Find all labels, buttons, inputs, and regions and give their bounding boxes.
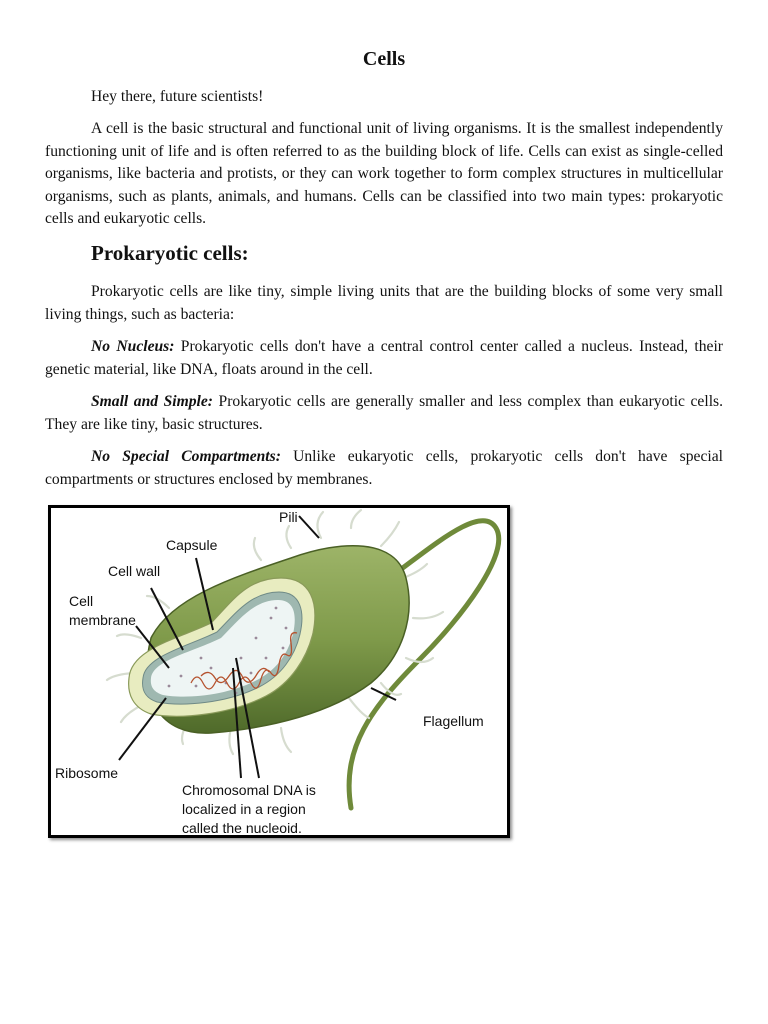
cell-illustration — [51, 508, 507, 835]
intro-paragraph: A cell is the basic structural and functional unit of living organisms. It is the smallest independently functioning unit of life and is often referred to as the building block of life. Cells can exist as single-celled organisms, like bacteria and protists, or they can work together to form complex structures in multicellular organisms, such as plants, animals, and humans. Cells can be classified into two main types: prokaryotic cells and eukaryotic cells. — [45, 120, 723, 228]
capsule-label: Capsule — [166, 537, 218, 553]
point-text: Unlike eukaryotic cells, prokaryotic cells don't have special compartments or structures enclosed by membranes. — [45, 448, 723, 488]
greeting-paragraph: Hey there, future scientists! — [91, 88, 264, 105]
cell-membrane-label-line2: membrane — [69, 612, 136, 628]
point-term: Small and Simple: — [91, 393, 213, 410]
point-small-simple — [45, 391, 723, 436]
point-text: Prokaryotic cells are generally smaller and less complex than eukaryotic cells. They are like tiny, basic structures. — [45, 393, 723, 433]
cell-wall-label: Cell wall — [108, 563, 161, 579]
point-text: Prokaryotic cells don't have a central control center called a nucleus. Instead, their genetic material, like DNA, floats around in the cell. — [45, 338, 723, 378]
nucleoid-label-line2: localized in a region — [182, 801, 306, 817]
prokaryotic-cell-diagram — [48, 505, 510, 838]
flagellum-label: Flagellum — [423, 713, 484, 729]
pili-label: Pili — [279, 509, 298, 525]
point-no-nucleus — [45, 336, 723, 381]
nucleoid-label-line1: Chromosomal DNA is — [182, 782, 316, 798]
cell-membrane-label-line1: Cell — [69, 593, 94, 609]
section-lead-paragraph: Prokaryotic cells are like tiny, simple living units that are the building blocks of some very small living things, such as bacteria: — [45, 283, 723, 323]
point-no-compartments — [45, 446, 723, 491]
nucleoid-label-line3: called the nucleoid. — [182, 820, 302, 835]
page-title: Cells — [362, 48, 406, 70]
section-heading: Prokaryotic cells: — [91, 241, 249, 265]
ribosome-label: Ribosome — [55, 765, 119, 781]
point-term: No Nucleus: — [91, 338, 175, 355]
point-term: No Special Compartments: — [91, 448, 281, 465]
